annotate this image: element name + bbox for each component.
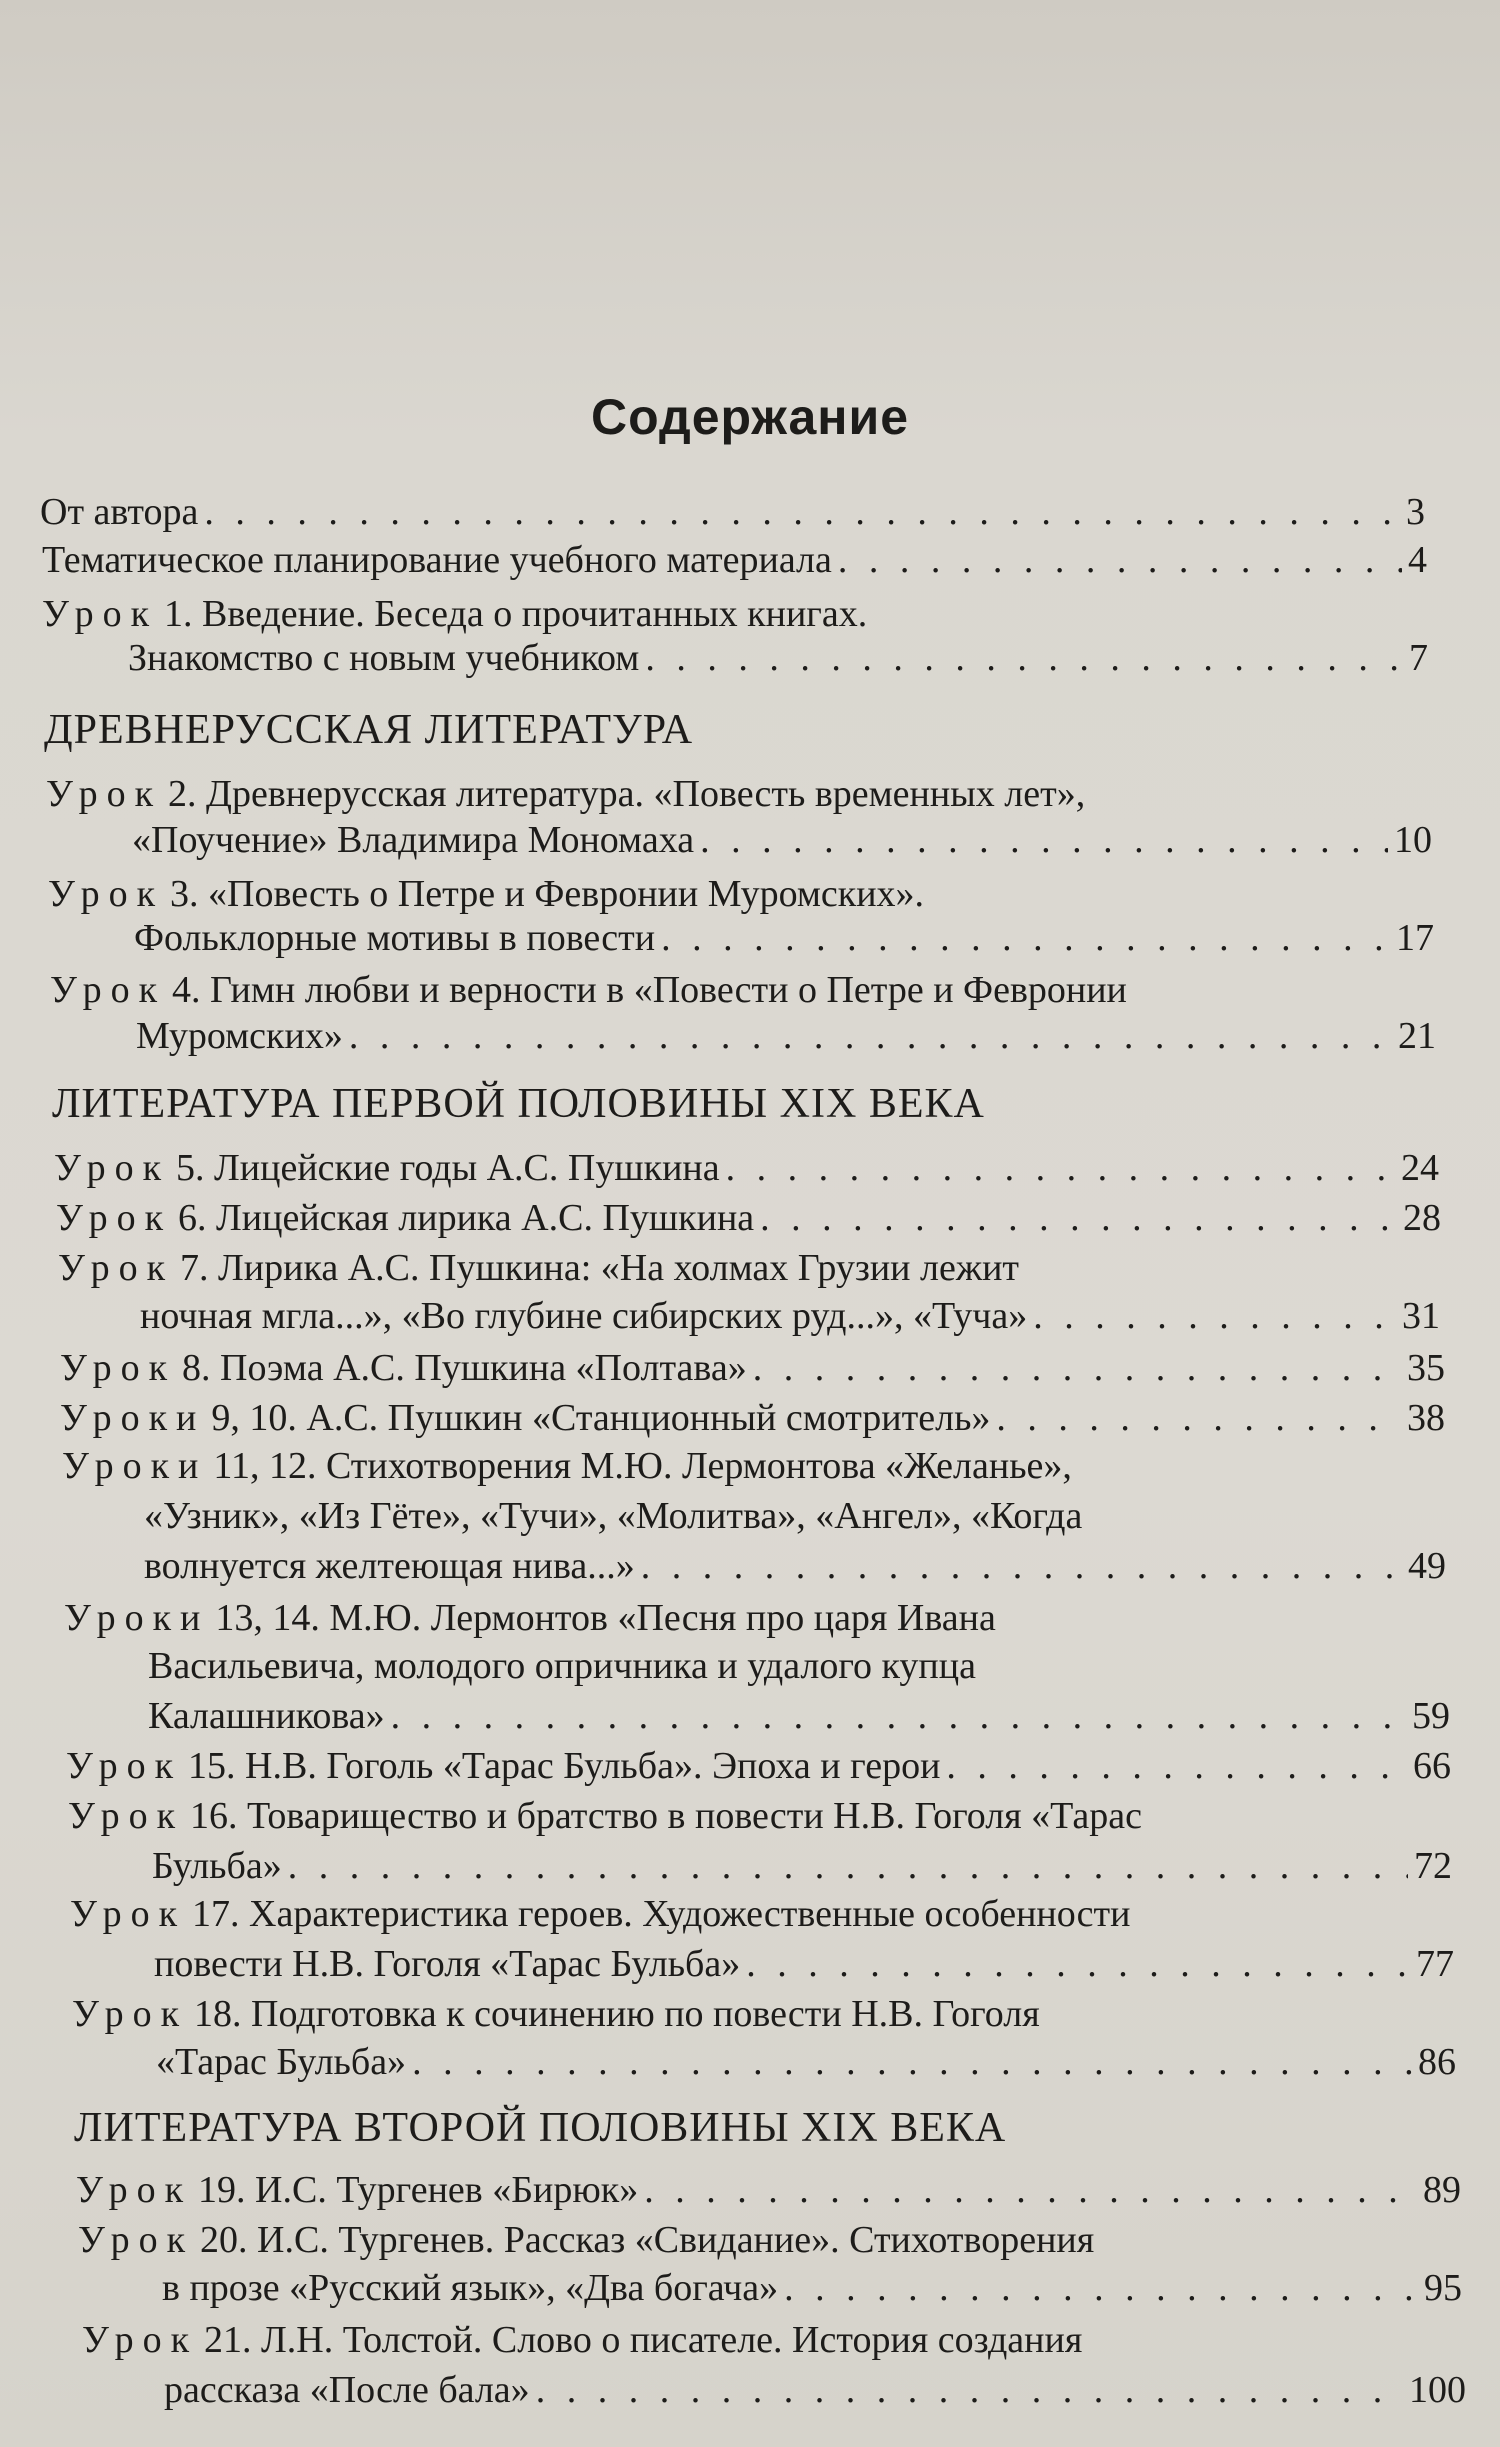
lesson-label: Урок (50, 969, 167, 1011)
toc-entry-line (128, 636, 1428, 680)
entry-title: 5. Лицейские годы А.С. Пушкина (176, 1147, 720, 1189)
toc-entry (56, 1196, 1441, 1240)
page-number: 21 (1398, 1015, 1436, 1057)
page-number: 35 (1407, 1347, 1445, 1389)
dot-leader (412, 2040, 1412, 2084)
section-heading: ДРЕВНЕРУССКАЯ ЛИТЕРАТУРА (44, 707, 694, 753)
entry-title: 6. Лицейская лирика А.С. Пушкина (178, 1197, 755, 1239)
toc-entry-line (148, 1644, 1448, 1688)
entry-title-cont: повести Н.В. Гоголя «Тарас Бульба» (154, 1943, 741, 1985)
dot-leader (760, 1196, 1397, 1240)
dot-leader (700, 818, 1388, 862)
toc-entry (40, 490, 1425, 534)
dot-leader (288, 1844, 1408, 1888)
page-number: 10 (1394, 819, 1432, 861)
entry-title: 9, 10. А.С. Пушкин «Станционный смотритель» (211, 1397, 991, 1439)
dot-leader (1033, 1294, 1396, 1338)
page-number: 77 (1416, 1943, 1454, 1985)
page-number: 28 (1403, 1197, 1441, 1239)
toc-entry-line (134, 916, 1434, 960)
toc-entry-line (46, 772, 1431, 816)
dot-leader (644, 2168, 1417, 2212)
toc-entry (54, 1146, 1439, 1190)
lesson-label: Уроки (62, 1445, 208, 1487)
toc-entry-line (42, 592, 1427, 636)
toc-entry-line (140, 1294, 1440, 1338)
toc-entry-line (78, 2218, 1463, 2262)
entry-title: 8. Поэма А.С. Пушкина «Полтава» (182, 1347, 747, 1389)
lesson-label: Урок (54, 1147, 171, 1189)
lesson-label: Уроки (64, 1597, 210, 1639)
lesson-label: Урок (72, 1993, 189, 2035)
entry-title-cont: волнуется желтеющая нива...» (144, 1545, 635, 1587)
lesson-label: Урок (76, 2169, 193, 2211)
page-number: 17 (1396, 917, 1434, 959)
entry-title-cont: Калашникова» (148, 1695, 385, 1737)
entry-title-cont: рассказа «После бала» (164, 2369, 530, 2411)
entry-title: 13, 14. М.Ю. Лермонтов «Песня про царя Ивана (215, 1597, 996, 1639)
dot-leader (946, 1744, 1407, 1788)
entry-title-cont: Бульба» (152, 1845, 282, 1887)
dot-leader (536, 2368, 1403, 2412)
entry-title-cont: Фольклорные мотивы в повести (134, 917, 656, 959)
page-number: 59 (1412, 1695, 1450, 1737)
entry-title-cont: в прозе «Русский язык», «Два богача» (162, 2267, 779, 2309)
lesson-label: Урок (56, 1197, 173, 1239)
page-number: 72 (1414, 1845, 1452, 1887)
page-number: 3 (1406, 491, 1425, 533)
dot-leader (204, 490, 1400, 534)
page-number: 89 (1423, 2169, 1461, 2211)
lesson-label: Урок (82, 2319, 199, 2361)
entry-title: Тематическое планирование учебного материала (42, 539, 832, 581)
toc-entry-line (132, 818, 1432, 862)
dot-leader (349, 1014, 1392, 1058)
entry-title: 3. «Повесть о Петре и Февронии Муромских». (170, 873, 925, 915)
toc-entry-line (136, 1014, 1436, 1058)
entry-title-cont: «Тарас Бульба» (156, 2041, 407, 2083)
dot-leader (641, 1544, 1402, 1588)
page-title: Содержание (590, 389, 910, 445)
lesson-label: Урок (66, 1745, 183, 1787)
entry-title: 1. Введение. Беседа о прочитанных книгах. (164, 593, 868, 635)
lesson-label: Урок (42, 593, 159, 635)
page-number: 66 (1413, 1745, 1451, 1787)
lesson-label: Урок (68, 1795, 185, 1837)
page-number: 24 (1401, 1147, 1439, 1189)
toc-entry-line (164, 2368, 1466, 2412)
dot-leader (838, 538, 1402, 582)
toc-entry-line (144, 1544, 1446, 1588)
entry-title: От автора (40, 491, 199, 533)
dot-leader (645, 636, 1403, 680)
dot-leader (391, 1694, 1406, 1738)
lesson-label: Урок (60, 1347, 177, 1389)
page-number: 4 (1408, 539, 1427, 581)
dot-leader (661, 916, 1390, 960)
lesson-label: Урок (70, 1893, 187, 1935)
dot-leader (996, 1396, 1401, 1440)
entry-title: 7. Лирика А.С. Пушкина: «На холмах Грузии лежит (180, 1247, 1020, 1289)
toc-entry (60, 1346, 1445, 1390)
lesson-label: Урок (58, 1247, 175, 1289)
entry-title-cont: Васильевича, молодого опричника и удалого купца (148, 1645, 976, 1687)
entry-title: 2. Древнерусская литература. «Повесть временных лет», (168, 773, 1086, 815)
toc-entry-line (68, 1794, 1453, 1838)
toc-entry-line (144, 1494, 1444, 1538)
entry-title-cont: Муромских» (136, 1015, 343, 1057)
lesson-label: Урок (46, 773, 163, 815)
page-number: 86 (1418, 2041, 1456, 2083)
section-heading: ЛИТЕРАТУРА ПЕРВОЙ ПОЛОВИНЫ XIX ВЕКА (52, 1081, 985, 1127)
section-heading: ЛИТЕРАТУРА ВТОРОЙ ПОЛОВИНЫ XIX ВЕКА (74, 2105, 1007, 2151)
lesson-label: Урок (48, 873, 165, 915)
entry-title-cont: «Поучение» Владимира Мономаха (132, 819, 695, 861)
entry-title-cont: Знакомство с новым учебником (128, 637, 640, 679)
toc-entry-line (50, 968, 1435, 1012)
toc-entry (66, 1744, 1451, 1788)
toc-entry-line (64, 1596, 1449, 1640)
toc-entry-line (148, 1694, 1450, 1738)
toc-entry (76, 2168, 1461, 2212)
page-number: 38 (1407, 1397, 1445, 1439)
toc-entry (42, 538, 1427, 582)
toc-entry-line (58, 1246, 1443, 1290)
toc-entry-line (162, 2266, 1462, 2310)
dot-leader (753, 1346, 1401, 1390)
entry-title: 19. И.С. Тургенев «Бирюк» (198, 2169, 639, 2211)
dot-leader (784, 2266, 1418, 2310)
entry-title: 21. Л.Н. Толстой. Слово о писателе. История создания (204, 2319, 1083, 2361)
page-number: 49 (1408, 1545, 1446, 1587)
toc-entry (60, 1396, 1445, 1440)
entry-title: 16. Товарищество и братство в повести Н.В. Гоголя «Тарас (190, 1795, 1143, 1837)
toc-entry-line (62, 1444, 1447, 1488)
dot-leader (746, 1942, 1410, 1986)
entry-title: 20. И.С. Тургенев. Рассказ «Свидание». Стихотворения (200, 2219, 1095, 2261)
entry-title-cont: ночная мгла...», «Во глубине сибирских руд...», «Туча» (140, 1295, 1028, 1337)
entry-title: 18. Подготовка к сочинению по повести Н.В. Гоголя (194, 1993, 1040, 2035)
entry-title-cont: «Узник», «Из Гёте», «Тучи», «Молитва», «Ангел», «Когда (144, 1495, 1083, 1537)
entry-title: 4. Гимн любви и верности в «Повести о Петре и Февронии (172, 969, 1127, 1011)
toc-entry-line (72, 1992, 1457, 2036)
page-number: 95 (1424, 2267, 1462, 2309)
entry-title: 15. Н.В. Гоголь «Тарас Бульба». Эпоха и герои (188, 1745, 941, 1787)
page-number: 31 (1402, 1295, 1440, 1337)
toc-entry-line (82, 2318, 1467, 2362)
toc-entry-line (70, 1892, 1455, 1936)
lesson-label: Урок (78, 2219, 195, 2261)
dot-leader (726, 1146, 1395, 1190)
entry-title: 17. Характеристика героев. Художественные особенности (192, 1893, 1131, 1935)
page-number: 100 (1409, 2369, 1466, 2411)
toc-entry-line (154, 1942, 1454, 1986)
toc-entry-line (48, 872, 1433, 916)
toc-entry-line (156, 2040, 1456, 2084)
toc-entry-line (152, 1844, 1452, 1888)
entry-title: 11, 12. Стихотворения М.Ю. Лермонтова «Желанье», (213, 1445, 1072, 1487)
lesson-label: Уроки (60, 1397, 206, 1439)
page-number: 7 (1409, 637, 1428, 679)
